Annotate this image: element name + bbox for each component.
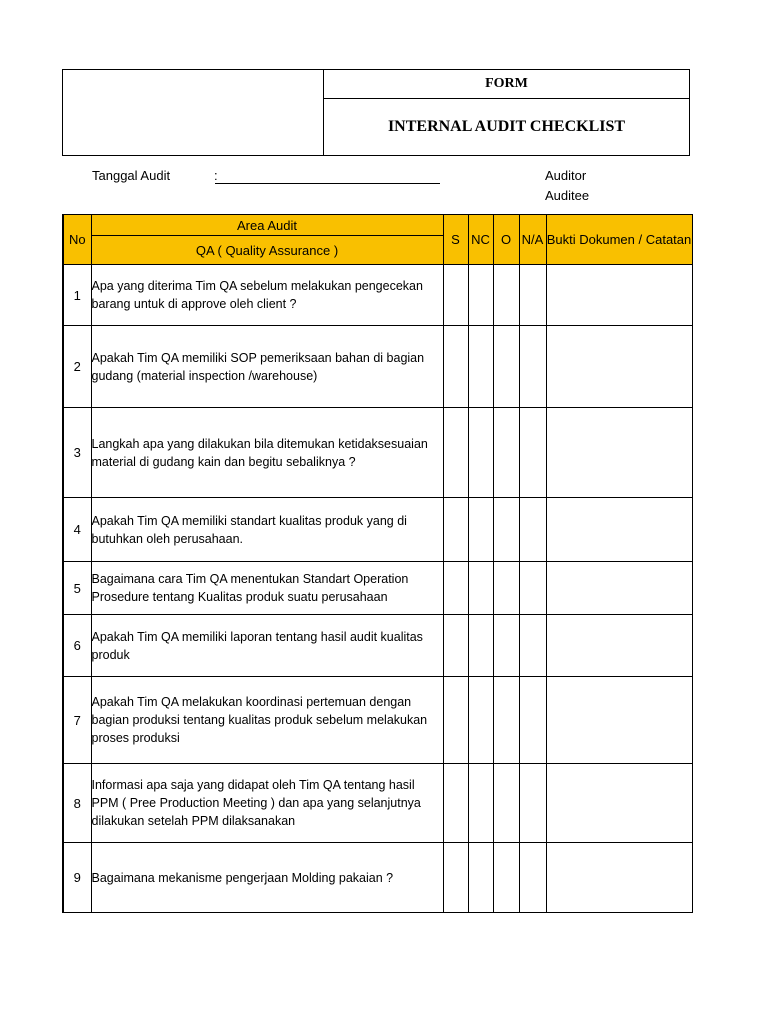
form-header	[62, 69, 690, 156]
check-o[interactable]	[493, 408, 519, 498]
notes-cell[interactable]	[546, 265, 692, 326]
check-nc[interactable]	[468, 562, 493, 615]
header-s: S	[443, 215, 468, 265]
check-s[interactable]	[443, 408, 468, 498]
table-row	[63, 326, 692, 408]
row-number: 2	[63, 326, 91, 408]
check-o[interactable]	[493, 265, 519, 326]
check-na[interactable]	[519, 326, 546, 408]
row-question: Informasi apa saja yang didapat oleh Tim QA tentang hasil PPM ( Pree Production Meeting ) dan apa yang selanjutnya dilakukan setelah PPM dilaksanakan	[91, 764, 443, 843]
notes-cell[interactable]	[546, 562, 692, 615]
check-o[interactable]	[493, 677, 519, 764]
check-na[interactable]	[519, 265, 546, 326]
date-colon: :	[214, 168, 218, 183]
row-question: Apakah Tim QA memiliki standart kualitas produk yang di butuhkan oleh perusahaan.	[91, 498, 443, 562]
row-question: Bagaimana cara Tim QA menentukan Standart Operation Prosedure tentang Kualitas produk suatu perusahaan	[91, 562, 443, 615]
document-title: INTERNAL AUDIT CHECKLIST	[387, 118, 626, 135]
form-label: FORM	[324, 70, 689, 99]
check-na[interactable]	[519, 562, 546, 615]
table-row	[63, 764, 692, 843]
header-area-sub: QA ( Quality Assurance )	[91, 236, 443, 265]
row-number: 9	[63, 843, 91, 913]
check-na[interactable]	[519, 764, 546, 843]
header-nc: NC	[468, 215, 493, 265]
logo-cell	[63, 70, 324, 155]
check-nc[interactable]	[468, 764, 493, 843]
check-o[interactable]	[493, 562, 519, 615]
check-s[interactable]	[443, 764, 468, 843]
check-na[interactable]	[519, 498, 546, 562]
table-row	[63, 677, 692, 764]
table-row	[63, 562, 692, 615]
header-no: No	[63, 215, 91, 265]
check-o[interactable]	[493, 615, 519, 677]
row-number: 5	[63, 562, 91, 615]
header-notes: Bukti Dokumen / Catatan	[546, 215, 692, 265]
check-nc[interactable]	[468, 265, 493, 326]
check-na[interactable]	[519, 677, 546, 764]
notes-cell[interactable]	[546, 408, 692, 498]
check-s[interactable]	[443, 677, 468, 764]
check-o[interactable]	[493, 843, 519, 913]
header-o: O	[493, 215, 519, 265]
check-s[interactable]	[443, 843, 468, 913]
notes-cell[interactable]	[546, 498, 692, 562]
row-question: Langkah apa yang dilakukan bila ditemukan ketidaksesuaian material di gudang kain dan begitu sebaliknya ?	[91, 408, 443, 498]
date-field-line[interactable]	[215, 183, 440, 184]
check-s[interactable]	[443, 265, 468, 326]
check-s[interactable]	[443, 615, 468, 677]
check-nc[interactable]	[468, 408, 493, 498]
check-o[interactable]	[493, 326, 519, 408]
check-o[interactable]	[493, 498, 519, 562]
check-o[interactable]	[493, 764, 519, 843]
notes-cell[interactable]	[546, 326, 692, 408]
row-number: 3	[63, 408, 91, 498]
check-na[interactable]	[519, 843, 546, 913]
check-nc[interactable]	[468, 677, 493, 764]
row-number: 8	[63, 764, 91, 843]
row-question: Bagaimana mekanisme pengerjaan Molding pakaian ?	[91, 843, 443, 913]
table-row	[63, 843, 692, 913]
row-number: 4	[63, 498, 91, 562]
table-row	[63, 408, 692, 498]
check-s[interactable]	[443, 326, 468, 408]
auditor-label: Auditor	[545, 168, 587, 183]
check-nc[interactable]	[468, 615, 493, 677]
check-nc[interactable]	[468, 843, 493, 913]
row-question: Apakah Tim QA memiliki laporan tentang hasil audit kualitas produk	[91, 615, 443, 677]
header-area-audit: Area Audit	[91, 215, 443, 236]
table-row	[63, 615, 692, 677]
notes-cell[interactable]	[546, 764, 692, 843]
notes-cell[interactable]	[546, 677, 692, 764]
row-number: 6	[63, 615, 91, 677]
table-row	[63, 498, 692, 562]
check-na[interactable]	[519, 408, 546, 498]
row-question: Apakah Tim QA melakukan koordinasi pertemuan dengan bagian produksi tentang kualitas produk sebelum melakukan proses produksi	[91, 677, 443, 764]
auditee-label: Auditee	[545, 188, 590, 203]
row-number: 1	[63, 265, 91, 326]
row-number: 7	[63, 677, 91, 764]
check-s[interactable]	[443, 498, 468, 562]
check-nc[interactable]	[468, 326, 493, 408]
table-row	[63, 265, 692, 326]
check-na[interactable]	[519, 615, 546, 677]
row-question: Apakah Tim QA memiliki SOP pemeriksaan bahan di bagian gudang (material inspection /warehouse)	[91, 326, 443, 408]
row-question: Apa yang diterima Tim QA sebelum melakukan pengecekan barang untuk di approve oleh client ?	[91, 265, 443, 326]
audit-checklist-table	[62, 214, 693, 913]
date-label: Tanggal Audit	[92, 168, 171, 183]
check-s[interactable]	[443, 562, 468, 615]
check-nc[interactable]	[468, 498, 493, 562]
header-na: N/A	[519, 215, 546, 265]
notes-cell[interactable]	[546, 843, 692, 913]
notes-cell[interactable]	[546, 615, 692, 677]
